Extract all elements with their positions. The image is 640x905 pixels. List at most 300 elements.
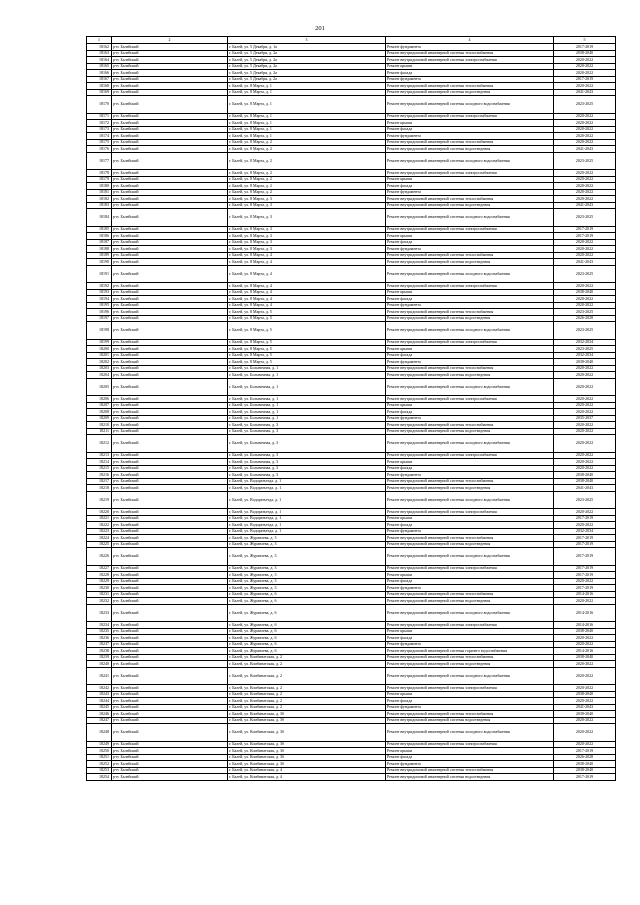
work-type-cell: Ремонт фундамента	[386, 761, 554, 768]
address-cell: г. Балей, ул. Комбинатская, д. 3б	[228, 754, 386, 761]
row-number: 18247	[87, 717, 112, 724]
district-cell: р-н. Балейский	[112, 57, 228, 64]
period-cell: 2014-2016	[554, 591, 616, 598]
district-cell: р-н. Балейский	[112, 226, 228, 233]
address-cell: г. Балей, ул. Комбинатская, д. 4	[228, 767, 386, 774]
row-number: 18218	[87, 485, 112, 492]
period-cell: 2020-2022	[554, 139, 616, 146]
district-cell: р-н. Балейский	[112, 491, 228, 509]
work-type-cell: Ремонт фундамента	[386, 359, 554, 366]
address-cell: г. Балей, ул. Больничная, д. 1	[228, 378, 386, 396]
work-type-cell: Ремонт внутридомовой инженерной системы холодного водоснабжения	[386, 491, 554, 509]
district-cell: р-н. Балейский	[112, 528, 228, 535]
row-number: 18169	[87, 89, 112, 96]
period-cell: 2020-2022	[554, 717, 616, 724]
row-number: 18211	[87, 428, 112, 435]
work-type-cell: Ремонт внутридомовой инженерной системы электроснабжения	[386, 283, 554, 290]
work-type-cell: Ремонт фундамента	[386, 133, 554, 140]
period-cell: 2020-2022	[554, 239, 616, 246]
work-type-cell: Ремонт фундамента	[386, 76, 554, 83]
work-type-cell: Ремонт внутридомовой инженерной системы водоотведения	[386, 661, 554, 668]
row-number: 18163	[87, 50, 112, 57]
row-number: 18242	[87, 685, 112, 692]
row-number: 18204	[87, 372, 112, 379]
work-type-cell: Ремонт внутридомовой инженерной системы электроснабжения	[386, 339, 554, 346]
district-cell: р-н. Балейский	[112, 565, 228, 572]
period-cell: 2038-2040	[554, 50, 616, 57]
table-row	[87, 491, 616, 509]
work-type-cell: Ремонт фасада	[386, 296, 554, 303]
district-cell: р-н. Балейский	[112, 767, 228, 774]
district-cell: р-н. Балейский	[112, 515, 228, 522]
address-cell: г. Балей, ул. Журавлева, д. 6	[228, 635, 386, 642]
period-cell: 2023-2025	[554, 152, 616, 170]
work-type-cell: Ремонт внутридомовой инженерной системы холодного водоснабжения	[386, 548, 554, 566]
period-cell: 2020-2022	[554, 598, 616, 605]
header-cell: 4	[386, 37, 554, 44]
period-cell: 2020-2022	[554, 428, 616, 435]
row-number: 18249	[87, 741, 112, 748]
period-cell: 2041-2043	[554, 259, 616, 266]
district-cell: р-н. Балейский	[112, 698, 228, 705]
period-cell: 2020-2022	[554, 302, 616, 309]
row-number: 18179	[87, 176, 112, 183]
district-cell: р-н. Балейский	[112, 113, 228, 120]
period-cell: 2020-2022	[554, 170, 616, 177]
district-cell: р-н. Балейский	[112, 44, 228, 51]
address-cell: г. Балей, ул. Больничная, д. 3	[228, 435, 386, 453]
work-type-cell: Ремонт внутридомовой инженерной системы холодного водоснабжения	[386, 265, 554, 283]
work-type-cell: Ремонт внутридомовой инженерной системы водоотведения	[386, 428, 554, 435]
address-cell: г. Балей, ул. 5 Декабря, д. 2а	[228, 50, 386, 57]
address-cell: г. Балей, ул. Водоразъезда, д. 1	[228, 478, 386, 485]
work-type-cell: Ремонт внутридомовой инженерной системы теплоснабжения	[386, 654, 554, 661]
period-cell: 2020-2022	[554, 452, 616, 459]
work-type-cell: Ремонт крыши	[386, 346, 554, 353]
address-cell: г. Балей, ул. 8 Марта, д. 2	[228, 176, 386, 183]
period-cell: 2020-2022	[554, 522, 616, 529]
header-cell: 2	[112, 37, 228, 44]
row-number: 18200	[87, 346, 112, 353]
row-number: 18229	[87, 578, 112, 585]
address-cell: г. Балей, ул. Комбинатская, д. 2	[228, 685, 386, 692]
period-cell: 2020-2022	[554, 402, 616, 409]
address-cell: г. Балей, ул. Журавлева, д. 6	[228, 648, 386, 655]
district-cell: р-н. Балейский	[112, 635, 228, 642]
period-cell: 2041-2043	[554, 704, 616, 711]
district-cell: р-н. Балейский	[112, 372, 228, 379]
district-cell: р-н. Балейский	[112, 202, 228, 209]
period-cell: 2023-2025	[554, 96, 616, 114]
row-number: 18232	[87, 598, 112, 605]
work-type-cell: Ремонт внутридомовой инженерной системы электроснабжения	[386, 452, 554, 459]
work-type-cell: Ремонт внутридомовой инженерной системы электроснабжения	[386, 741, 554, 748]
work-type-cell: Ремонт внутридомовой инженерной системы водоотведения	[386, 202, 554, 209]
row-number: 18191	[87, 265, 112, 283]
address-cell: г. Балей, ул. 8 Марта, д. 1	[228, 120, 386, 127]
period-cell: 2038-2040	[554, 628, 616, 635]
address-cell: г. Балей, ул. Комбинатская, д. 2	[228, 654, 386, 661]
period-cell: 2041-2043	[554, 89, 616, 96]
district-cell: р-н. Балейский	[112, 541, 228, 548]
address-cell: г. Балей, ул. 8 Марта, д. 5	[228, 346, 386, 353]
period-cell: 2017-2019	[554, 515, 616, 522]
row-number: 18244	[87, 698, 112, 705]
row-number: 18245	[87, 704, 112, 711]
work-type-cell: Ремонт фундамента	[386, 472, 554, 479]
row-number: 18215	[87, 465, 112, 472]
row-number: 18252	[87, 761, 112, 768]
period-cell: 2014-2016	[554, 604, 616, 622]
period-cell: 2020-2022	[554, 422, 616, 429]
page-number: 201	[315, 25, 325, 32]
address-cell: г. Балей, ул. Больничная, д. 1	[228, 365, 386, 372]
district-cell: р-н. Балейский	[112, 717, 228, 724]
period-cell: 2017-2019	[554, 226, 616, 233]
work-type-cell: Ремонт внутридомовой инженерной системы теплоснабжения	[386, 139, 554, 146]
district-cell: р-н. Балейский	[112, 70, 228, 77]
address-cell: г. Балей, ул. Комбинатская, д. 4	[228, 774, 386, 781]
row-number: 18168	[87, 83, 112, 90]
address-cell: г. Балей, ул. Комбинатская, д. 2	[228, 661, 386, 668]
row-number: 18198	[87, 322, 112, 340]
row-number: 18162	[87, 44, 112, 51]
district-cell: р-н. Балейский	[112, 315, 228, 322]
district-cell: р-н. Балейский	[112, 76, 228, 83]
row-number: 18188	[87, 246, 112, 253]
address-cell: г. Балей, ул. Журавлева, д. 3	[228, 535, 386, 542]
work-type-cell: Ремонт фундамента	[386, 246, 554, 253]
period-cell: 2020-2022	[554, 396, 616, 403]
work-type-cell: Ремонт внутридомовой инженерной системы теплоснабжения	[386, 591, 554, 598]
work-type-cell: Ремонт внутридомовой инженерной системы водоотведения	[386, 717, 554, 724]
district-cell: р-н. Балейский	[112, 196, 228, 203]
period-cell: 2020-2022	[554, 661, 616, 668]
district-cell: р-н. Балейский	[112, 522, 228, 529]
address-cell: г. Балей, ул. Комбинатская, д. 2	[228, 667, 386, 685]
work-type-cell: Ремонт внутридомовой инженерной системы теплоснабжения	[386, 252, 554, 259]
period-cell: 2023-2025	[554, 209, 616, 227]
district-cell: р-н. Балейский	[112, 146, 228, 153]
address-cell: г. Балей, ул. Журавлева, д. 3	[228, 585, 386, 592]
row-number: 18185	[87, 226, 112, 233]
district-cell: р-н. Балейский	[112, 535, 228, 542]
row-number: 18219	[87, 491, 112, 509]
period-cell: 2020-2022	[554, 183, 616, 190]
row-number: 18165	[87, 63, 112, 70]
period-cell: 2017-2019	[554, 565, 616, 572]
address-cell: г. Балей, ул. 8 Марта, д. 4	[228, 289, 386, 296]
table-row	[87, 378, 616, 396]
row-number: 18172	[87, 120, 112, 127]
period-cell: 2020-2022	[554, 372, 616, 379]
work-type-cell: Ремонт крыши	[386, 748, 554, 755]
period-cell: 2026-2028	[554, 754, 616, 761]
row-number: 18195	[87, 302, 112, 309]
address-cell: г. Балей, ул. Водоразъезда, д. 1	[228, 522, 386, 529]
row-number: 18226	[87, 548, 112, 566]
district-cell: р-н. Балейский	[112, 378, 228, 396]
period-cell: 2020-2022	[554, 435, 616, 453]
header-cell: 3	[228, 37, 386, 44]
row-number: 18241	[87, 667, 112, 685]
period-cell: 2038-2040	[554, 289, 616, 296]
district-cell: р-н. Балейский	[112, 704, 228, 711]
address-cell: г. Балей, ул. 8 Марта, д. 4	[228, 302, 386, 309]
work-type-cell: Ремонт фасада	[386, 352, 554, 359]
row-number: 18253	[87, 767, 112, 774]
district-cell: р-н. Балейский	[112, 296, 228, 303]
period-cell: 2020-2022	[554, 252, 616, 259]
period-cell: 2032-2034	[554, 528, 616, 535]
address-cell: г. Балей, ул. Журавлева, д. 6	[228, 628, 386, 635]
table-row	[87, 265, 616, 283]
table-row	[87, 667, 616, 685]
work-type-cell: Ремонт внутридомовой инженерной системы холодного водоснабжения	[386, 724, 554, 742]
work-type-cell: Ремонт внутридомовой инженерной системы горячего водоснабжения	[386, 648, 554, 655]
row-number: 18248	[87, 724, 112, 742]
work-type-cell: Ремонт внутридомовой инженерной системы холодного водоснабжения	[386, 667, 554, 685]
district-cell: р-н. Балейский	[112, 246, 228, 253]
district-cell: р-н. Балейский	[112, 170, 228, 177]
period-cell: 2020-2022	[554, 459, 616, 466]
row-number: 18190	[87, 259, 112, 266]
row-number: 18239	[87, 654, 112, 661]
district-cell: р-н. Балейский	[112, 233, 228, 240]
row-number: 18187	[87, 239, 112, 246]
work-type-cell: Ремонт фасада	[386, 465, 554, 472]
address-cell: г. Балей, ул. 8 Марта, д. 5	[228, 315, 386, 322]
district-cell: р-н. Балейский	[112, 189, 228, 196]
period-cell: 2038-2040	[554, 654, 616, 661]
address-cell: г. Балей, ул. Комбинатская, д. 2	[228, 691, 386, 698]
table-row	[87, 604, 616, 622]
work-type-cell: Ремонт внутридомовой инженерной системы водоотведения	[386, 372, 554, 379]
address-cell: г. Балей, ул. Больничная, д. 1	[228, 372, 386, 379]
address-cell: г. Балей, ул. Комбинатская, д. 3б	[228, 761, 386, 768]
address-cell: г. Балей, ул. Журавлева, д. 3	[228, 548, 386, 566]
district-cell: р-н. Балейский	[112, 628, 228, 635]
work-type-cell: Ремонт внутридомовой инженерной системы теплоснабжения	[386, 83, 554, 90]
row-number: 18175	[87, 139, 112, 146]
row-number: 18173	[87, 126, 112, 133]
district-cell: р-н. Балейский	[112, 472, 228, 479]
district-cell: р-н. Балейский	[112, 485, 228, 492]
address-cell: г. Балей, ул. 8 Марта, д. 5	[228, 309, 386, 316]
address-cell: г. Балей, ул. 8 Марта, д. 4	[228, 265, 386, 283]
district-cell: р-н. Балейский	[112, 761, 228, 768]
district-cell: р-н. Балейский	[112, 604, 228, 622]
work-type-cell: Ремонт фундамента	[386, 585, 554, 592]
row-number: 18213	[87, 452, 112, 459]
period-cell: 2023-2025	[554, 265, 616, 283]
period-cell: 2014-2016	[554, 648, 616, 655]
work-type-cell: Ремонт фасада	[386, 409, 554, 416]
district-cell: р-н. Балейский	[112, 259, 228, 266]
address-cell: г. Балей, ул. Комбинатская, д. 3б	[228, 717, 386, 724]
period-cell: 2038-2040	[554, 478, 616, 485]
work-type-cell: Ремонт внутридомовой инженерной системы теплоснабжения	[386, 196, 554, 203]
row-number: 18183	[87, 202, 112, 209]
work-type-cell: Ремонт крыши	[386, 459, 554, 466]
address-cell: г. Балей, ул. Водоразъезда, д. 1	[228, 509, 386, 516]
work-type-cell: Ремонт внутридомовой инженерной системы водоотведения	[386, 598, 554, 605]
work-type-cell: Ремонт внутридомовой инженерной системы электроснабжения	[386, 509, 554, 516]
address-cell: г. Балей, ул. Журавлева, д. 6	[228, 604, 386, 622]
address-cell: г. Балей, ул. Журавлева, д. 6	[228, 622, 386, 629]
address-cell: г. Балей, ул. 8 Марта, д. 1	[228, 89, 386, 96]
table-row	[87, 322, 616, 340]
work-type-cell: Ремонт внутридомовой инженерной системы теплоснабжения	[386, 535, 554, 542]
address-cell: г. Балей, ул. Водоразъезда, д. 1	[228, 528, 386, 535]
address-cell: г. Балей, ул. 8 Марта, д. 3	[228, 233, 386, 240]
address-cell: г. Балей, ул. 8 Марта, д. 1	[228, 113, 386, 120]
row-number: 18166	[87, 70, 112, 77]
row-number: 18251	[87, 754, 112, 761]
district-cell: р-н. Балейский	[112, 685, 228, 692]
period-cell: 2020-2022	[554, 741, 616, 748]
address-cell: г. Балей, ул. 8 Марта, д. 3	[228, 196, 386, 203]
district-cell: р-н. Балейский	[112, 572, 228, 579]
work-type-cell: Ремонт крыши	[386, 63, 554, 70]
address-cell: г. Балей, ул. 8 Марта, д. 5	[228, 339, 386, 346]
work-type-cell: Ремонт фундамента	[386, 528, 554, 535]
row-number: 18197	[87, 315, 112, 322]
district-cell: р-н. Балейский	[112, 478, 228, 485]
period-cell: 2020-2022	[554, 465, 616, 472]
district-cell: р-н. Балейский	[112, 409, 228, 416]
work-type-cell: Ремонт внутридомовой инженерной системы теплоснабжения	[386, 478, 554, 485]
address-cell: г. Балей, ул. Комбинатская, д. 3б	[228, 748, 386, 755]
row-number: 18174	[87, 133, 112, 140]
row-number: 18205	[87, 378, 112, 396]
district-cell: р-н. Балейский	[112, 415, 228, 422]
district-cell: р-н. Балейский	[112, 239, 228, 246]
work-type-cell: Ремонт внутридомовой инженерной системы водоотведения	[386, 259, 554, 266]
row-number: 18228	[87, 572, 112, 579]
work-type-cell: Ремонт фасада	[386, 239, 554, 246]
work-type-cell: Ремонт крыши	[386, 176, 554, 183]
row-number: 18237	[87, 641, 112, 648]
district-cell: р-н. Балейский	[112, 465, 228, 472]
period-cell: 2020-2022	[554, 296, 616, 303]
address-cell: г. Балей, ул. Водоразъезда, д. 1	[228, 515, 386, 522]
address-cell: г. Балей, ул. Журавлева, д. 3	[228, 572, 386, 579]
address-cell: г. Балей, ул. 8 Марта, д. 5	[228, 359, 386, 366]
work-type-cell: Ремонт внутридомовой инженерной системы холодного водоснабжения	[386, 152, 554, 170]
period-cell: 2020-2022	[554, 365, 616, 372]
address-cell: г. Балей, ул. 8 Марта, д. 4	[228, 296, 386, 303]
work-type-cell: Ремонт внутридомовой инженерной системы электроснабжения	[386, 565, 554, 572]
work-type-cell: Ремонт фундамента	[386, 641, 554, 648]
work-type-cell: Ремонт внутридомовой инженерной системы водоотведения	[386, 146, 554, 153]
district-cell: р-н. Балейский	[112, 252, 228, 259]
table-body	[87, 44, 616, 781]
address-cell: г. Балей, ул. Журавлева, д. 3	[228, 541, 386, 548]
address-cell: г. Балей, ул. Больничная, д. 3	[228, 422, 386, 429]
row-number: 18167	[87, 76, 112, 83]
work-type-cell: Ремонт внутридомовой инженерной системы теплоснабжения	[386, 309, 554, 316]
address-cell: г. Балей, ул. 8 Марта, д. 4	[228, 259, 386, 266]
address-cell: г. Балей, ул. 5 Декабря, д. 2а	[228, 63, 386, 70]
district-cell: р-н. Балейский	[112, 139, 228, 146]
work-type-cell: Ремонт внутридомовой инженерной системы электроснабжения	[386, 226, 554, 233]
district-cell: р-н. Балейский	[112, 322, 228, 340]
district-cell: р-н. Балейский	[112, 578, 228, 585]
district-cell: р-н. Балейский	[112, 346, 228, 353]
district-cell: р-н. Балейский	[112, 359, 228, 366]
address-cell: г. Балей, ул. Журавлева, д. 3	[228, 578, 386, 585]
address-cell: г. Балей, ул. Журавлева, д. 6	[228, 641, 386, 648]
work-type-cell: Ремонт внутридомовой инженерной системы теплоснабжения	[386, 50, 554, 57]
row-number: 18194	[87, 296, 112, 303]
table-row	[87, 435, 616, 453]
work-type-cell: Ремонт внутридомовой инженерной системы водоотведения	[386, 89, 554, 96]
period-cell: 2032-2034	[554, 352, 616, 359]
address-cell: г. Балей, ул. 8 Марта, д. 2	[228, 189, 386, 196]
address-cell: г. Балей, ул. 8 Марта, д. 3	[228, 209, 386, 227]
period-cell: 2023-2025	[554, 322, 616, 340]
period-cell: 2017-2019	[554, 535, 616, 542]
row-number: 18210	[87, 422, 112, 429]
district-cell: р-н. Балейский	[112, 585, 228, 592]
period-cell: 2038-2040	[554, 767, 616, 774]
work-type-cell: Ремонт внутридомовой инженерной системы теплоснабжения	[386, 711, 554, 718]
work-type-cell: Ремонт крыши	[386, 572, 554, 579]
row-number: 18206	[87, 396, 112, 403]
address-cell: г. Балей, ул. Комбинатская, д. 3б	[228, 741, 386, 748]
district-cell: р-н. Балейский	[112, 365, 228, 372]
row-number: 18181	[87, 189, 112, 196]
period-cell: 2041-2043	[554, 202, 616, 209]
period-cell: 2017-2019	[554, 548, 616, 566]
work-type-cell: Ремонт фасада	[386, 522, 554, 529]
repair-schedule-table	[86, 36, 616, 781]
address-cell: г. Балей, ул. 8 Марта, д. 2	[228, 152, 386, 170]
address-cell: г. Балей, ул. Водоразъезда, д. 1	[228, 491, 386, 509]
row-number: 18201	[87, 352, 112, 359]
district-cell: р-н. Балейский	[112, 754, 228, 761]
row-number: 18236	[87, 635, 112, 642]
work-type-cell: Ремонт фасада	[386, 635, 554, 642]
period-cell: 2020-2022	[554, 176, 616, 183]
address-cell: г. Балей, ул. Комбинатская, д. 2	[228, 698, 386, 705]
row-number: 18238	[87, 648, 112, 655]
work-type-cell: Ремонт фасада	[386, 183, 554, 190]
district-cell: р-н. Балейский	[112, 120, 228, 127]
district-cell: р-н. Балейский	[112, 648, 228, 655]
period-cell: 2020-2022	[554, 70, 616, 77]
district-cell: р-н. Балейский	[112, 396, 228, 403]
period-cell: 2023-2025	[554, 346, 616, 353]
row-number: 18222	[87, 522, 112, 529]
header-cell: 1	[87, 37, 112, 44]
row-number: 18192	[87, 283, 112, 290]
district-cell: р-н. Балейский	[112, 459, 228, 466]
header-row	[87, 37, 616, 44]
work-type-cell: Ремонт фасада	[386, 70, 554, 77]
row-number: 18246	[87, 711, 112, 718]
period-cell: 2017-2019	[554, 748, 616, 755]
district-cell: р-н. Балейский	[112, 622, 228, 629]
row-number: 18231	[87, 591, 112, 598]
row-number: 18208	[87, 409, 112, 416]
period-cell: 2020-2022	[554, 685, 616, 692]
work-type-cell: Ремонт фасада	[386, 698, 554, 705]
address-cell: г. Балей, ул. Больничная, д. 1	[228, 396, 386, 403]
address-cell: г. Балей, ул. Больничная, д. 3	[228, 452, 386, 459]
address-cell: г. Балей, ул. Больничная, д. 3	[228, 465, 386, 472]
